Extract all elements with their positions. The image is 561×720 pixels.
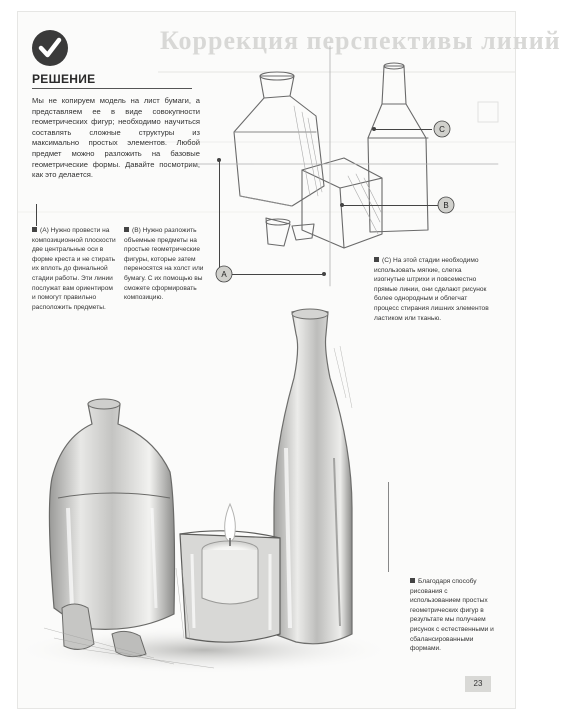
note-b-text: (B) Нужно разложить объемные предметы на простые геометрические фигуры, которые затем переносятся на холст или бумагу. С их помощью вы сможете сформировать композицию.	[124, 227, 204, 302]
page-number: 23	[465, 676, 491, 692]
dot-a-top	[217, 158, 221, 162]
bullet-icon	[124, 227, 129, 232]
note-b	[124, 226, 208, 303]
bullet-icon	[32, 227, 37, 232]
note-d-text: Благодаря способу рисования с использованием простых геометрических фигур в результате мы получаем рисунок с естественными и сбалансированными формами.	[410, 578, 494, 653]
note-a-text: (A) Нужно провести на композиционной плоскости две центральные оси в форме креста и не стирать их вплоть до финальной стадии работы. Эти линии послужат вам ориентиром и помогут правильно расположить предметы.	[32, 227, 116, 311]
faded-page-title: Коррекция перспективы линий	[160, 26, 561, 55]
still-life-drawing	[34, 308, 414, 678]
solution-intro: Мы не копируем модель на лист бумаги, а представляем ее в виде совокупности геометрических фигур; необходимо научиться составлять сложные структуры из максимально простых элементов. Любой предмет можно разложить на базовые геометрические формы. Давайте посмотрим, как это делается.	[32, 96, 200, 180]
marker-b-label: B	[443, 201, 449, 210]
solution-title: РЕШЕНИЕ	[32, 72, 96, 86]
marker-a-label: A	[221, 270, 227, 279]
dot-c	[372, 127, 376, 131]
book-page	[18, 12, 561, 708]
note-a	[32, 226, 116, 312]
marker-c-label: C	[439, 125, 445, 134]
bullet-icon	[374, 257, 379, 262]
note-c-text: (C) На этой стадии необходимо использовать мягкие, слегка изогнутые штрихи и повсеместно прямые линии, они сделают рисунок более однородным и облегчат процесс стирания лишних элементов ластиком или тканью.	[374, 257, 489, 322]
dot-a	[322, 272, 326, 276]
note-d	[410, 577, 498, 654]
dot-b	[340, 203, 344, 207]
